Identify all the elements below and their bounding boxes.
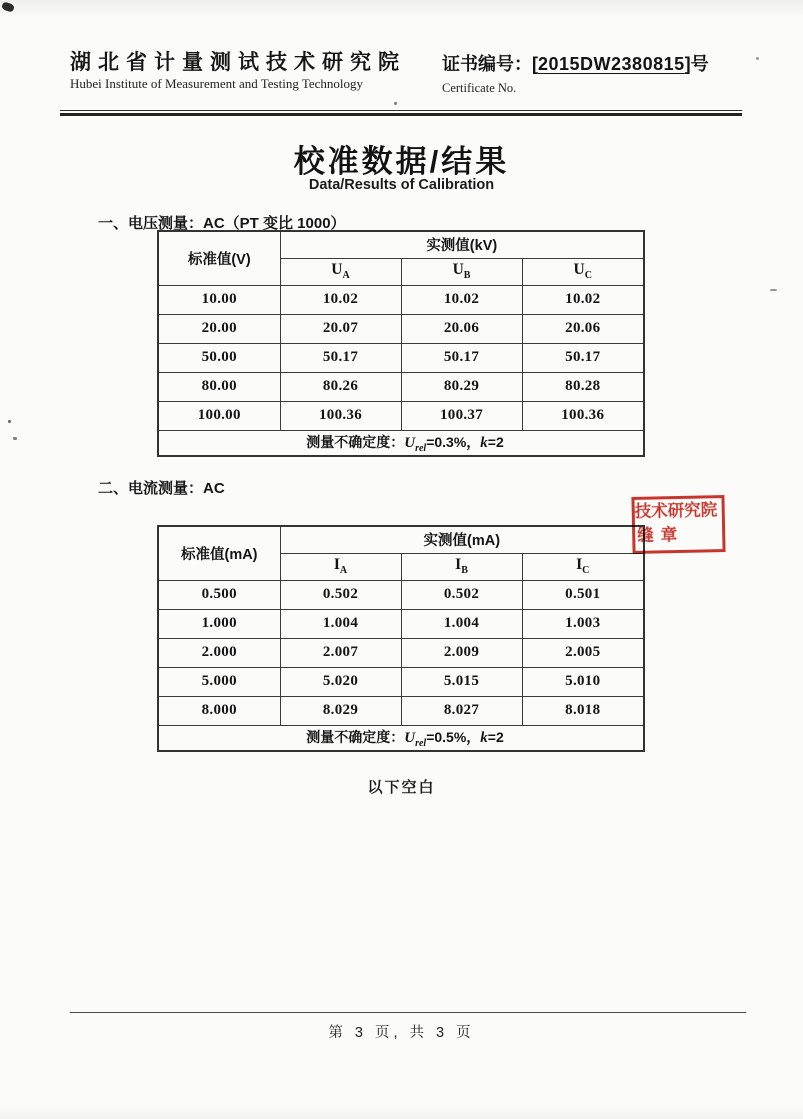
certificate-number-line [442,50,709,76]
table-cell: 50.17 [280,343,401,372]
header-divider [60,110,742,116]
table-cell: 2.005 [522,638,644,667]
institute-name-cn: 湖北省计量测试技术研究院 [70,51,406,74]
measured-value-header: 实测值(kV) [280,231,644,258]
std-value-header: 标准值(mA) [158,526,280,580]
table-cell: 100.36 [522,401,644,430]
section-heading-voltage: 一、电压测量：AC（PT 变比 1000） [98,215,346,232]
table-row [158,401,644,430]
scan-speck [394,102,397,105]
table-cell: 0.502 [280,580,401,609]
table-cell: 100.00 [158,401,280,430]
certificate-number-block [442,50,709,96]
u-symbol: $U_{rel}$ [404,729,427,749]
phase-header-ub: $U_B$ [401,258,522,285]
measured-value-header: 实测值(mA) [280,526,644,553]
u-symbol: $U_{rel}$ [404,434,427,454]
uncertainty-note: 测量不确定度：$U_{rel}=0.5\%$，k=2 [158,725,644,751]
table-cell: 1.003 [522,609,644,638]
table-cell: 0.500 [158,580,280,609]
footer-divider [70,1012,746,1013]
table-cell: 10.02 [401,285,522,314]
phase-header-ib: $I_B$ [401,553,522,580]
k-symbol: k [480,434,488,451]
current-table [157,525,645,752]
table-cell: 20.00 [158,314,280,343]
red-seam-stamp [631,495,725,554]
table-cell: 50.17 [401,343,522,372]
table-cell: 10.00 [158,285,280,314]
table-cell: 80.26 [280,372,401,401]
table-cell: 8.027 [401,696,522,725]
table-cell: 1.004 [280,609,401,638]
table-cell: 50.17 [522,343,644,372]
table-row [158,372,644,401]
table-cell: 8.000 [158,696,280,725]
table-cell: 2.007 [280,638,401,667]
uncertainty-row [158,430,644,456]
table-row [158,285,644,314]
table-row [158,314,644,343]
table-cell: 1.000 [158,609,280,638]
table-cell: 100.36 [280,401,401,430]
institute-name-en: Hubei Institute of Measurement and Testing Technology [70,76,364,91]
table-cell: 10.02 [522,285,644,314]
phase-header-uc: $U_C$ [522,258,644,285]
k-symbol: k [480,729,488,746]
certificate-number: 2015DW2380815 [538,54,685,74]
table-row [158,696,644,725]
scan-speck [8,420,11,423]
table-cell: 5.015 [401,667,522,696]
table-cell: 80.00 [158,372,280,401]
certificate-number-label-en: Certificate No. [442,81,517,95]
page-title-en: Data/Results of Calibration [308,177,495,193]
scan-speck [756,57,759,60]
uncertainty-row [158,725,644,751]
table-cell: 80.29 [401,372,522,401]
table-cell: 0.502 [401,580,522,609]
table-cell: 20.06 [401,314,522,343]
stamp-text-line1: 技术研究院 [634,501,718,521]
certificate-bracket-open: [ [532,54,538,74]
section-heading-current: 二、电流测量：AC [98,480,225,497]
table-cell: 20.07 [280,314,401,343]
phase-header-ic: $I_C$ [522,553,644,580]
table-cell: 20.06 [522,314,644,343]
scan-speck [1,1,15,13]
stamp-text-line2: 缝章 [637,525,685,545]
uncertainty-note: 测量不确定度：$U_{rel}=0.3\%$，k=2 [158,430,644,456]
table-cell: 80.28 [522,372,644,401]
table-cell: 1.004 [401,609,522,638]
table-cell: 5.010 [522,667,644,696]
table-cell: 5.000 [158,667,280,696]
table-cell: 2.000 [158,638,280,667]
table-row [158,667,644,696]
table-row [158,638,644,667]
page-title-cn: 校准数据/结果 [293,144,510,179]
table-header-row [158,526,644,553]
table-row [158,609,644,638]
voltage-table [157,230,645,457]
std-value-header: 标准值(V) [158,231,280,285]
page-number: 第 3 页, 共 3 页 [328,1025,475,1041]
phase-header-ua: $U_A$ [280,258,401,285]
scan-speck [770,289,777,291]
table-cell: 50.00 [158,343,280,372]
table-cell: 5.020 [280,667,401,696]
certificate-bracket-close: ]号 [684,54,709,74]
scan-speck [13,437,17,440]
table-cell: 100.37 [401,401,522,430]
certificate-number-label: 证书编号： [442,54,532,74]
table-row [158,343,644,372]
table-cell: 0.501 [522,580,644,609]
blank-below-note: 以下空白 [367,779,436,796]
table-row [158,580,644,609]
table-cell: 8.018 [522,696,644,725]
table-cell: 2.009 [401,638,522,667]
phase-header-ia: $I_A$ [280,553,401,580]
table-cell: 10.02 [280,285,401,314]
table-cell: 8.029 [280,696,401,725]
table-header-row [158,231,644,258]
